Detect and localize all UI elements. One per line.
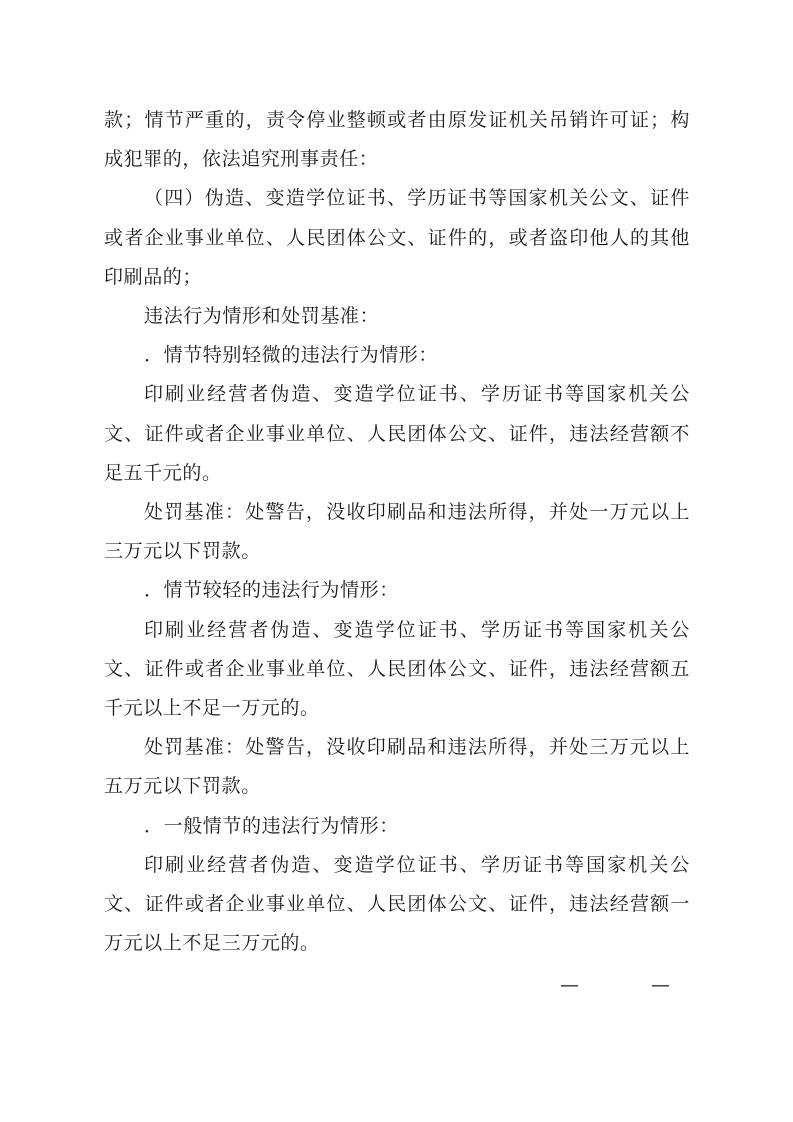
paragraph-9: 处罚基准：处警告，没收印刷品和违法所得，并处三万元以上五万元以下罚款。: [104, 736, 690, 798]
paragraph-5: 印刷业经营者伪造、变造学位证书、学历证书等国家机关公文、证件或者企业事业单位、人民团体公文、证件，违法经营额不足五千元的。: [104, 383, 690, 484]
paragraph-3: 违法行为情形和处罚基准：: [144, 305, 380, 328]
paragraph-7: ．情节较轻的违法行为情形：: [144, 579, 399, 602]
paragraph-11: 印刷业经营者伪造、变造学位证书、学历证书等国家机关公文、证件或者企业事业单位、人民团体公文、证件，违法经营额一万元以上不足三万元的。: [104, 853, 690, 955]
paragraph-6: 处罚基准：处警告，没收印刷品和违法所得，并处一万元以上三万元以下罚款。: [104, 501, 690, 563]
paragraph-1: 款；情节严重的，责令停业整顿或者由原发证机关吊销许可证；构成犯罪的，依法追究刑事责任：: [104, 109, 690, 171]
paragraph-4: ．情节特别轻微的违法行为情形：: [144, 344, 439, 367]
paragraph-8: 印刷业经营者伪造、变造学位证书、学历证书等国家机关公文、证件或者企业事业单位、人民团体公文、证件，违法经营额五千元以上不足一万元的。: [104, 618, 690, 720]
paragraph-2: （四）伪造、变造学位证书、学历证书等国家机关公文、证件或者企业事业单位、人民团体公文、证件的，或者盗印他人的其他印刷品的；: [104, 187, 690, 288]
paragraph-10: ．一般情节的违法行为情形：: [144, 814, 399, 837]
page-number-footer: [560, 972, 670, 998]
body-text: [104, 101, 690, 963]
footer-right-dash: —: [651, 974, 670, 996]
footer-left-dash: —: [560, 974, 579, 996]
